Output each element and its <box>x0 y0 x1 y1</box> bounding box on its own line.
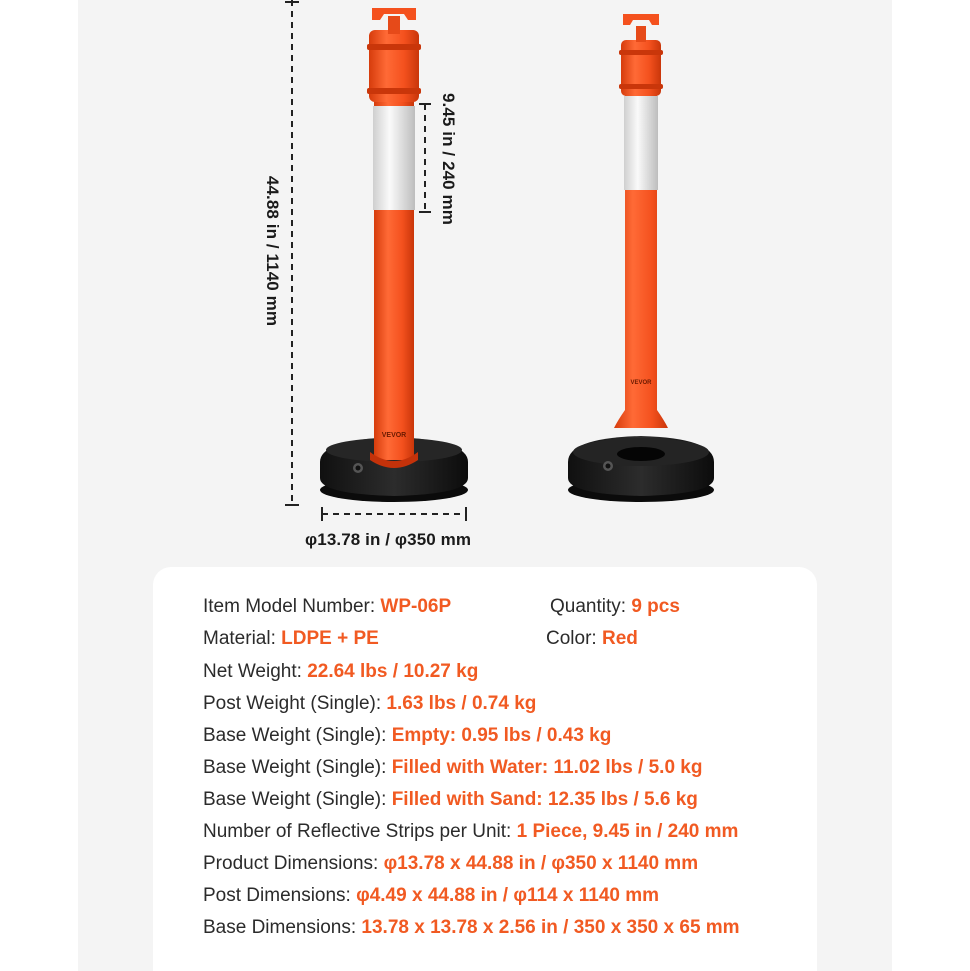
height-dimension-line <box>285 0 299 505</box>
spec-quantity: Quantity: 9 pcs <box>550 596 680 617</box>
spec-base-weight-water: Base Weight (Single): Filled with Water: 11.02 lbs / 5.0 kg <box>203 757 703 778</box>
spec-net-weight: Net Weight: 22.64 lbs / 10.27 kg <box>203 661 479 682</box>
spec-base-weight-empty: Base Weight (Single): Empty: 0.95 lbs / 0.43 kg <box>203 725 612 746</box>
brand-logo-left: VEVOR <box>381 432 407 439</box>
diameter-dimension-label: φ13.78 in / φ350 mm <box>305 530 472 549</box>
specifications-card <box>153 567 817 971</box>
disassembled-post <box>568 14 714 502</box>
spec-product-dimensions: Product Dimensions: φ13.78 x 44.88 in / φ350 x 1140 mm <box>203 853 699 874</box>
diameter-dimension-line <box>322 507 466 521</box>
spec-post-weight: Post Weight (Single): 1.63 lbs / 0.74 kg <box>203 693 537 714</box>
spec-material: Material: LDPE + PE <box>203 628 379 649</box>
height-dimension-label: 44.88 in / 1140 mm <box>263 175 282 327</box>
spec-model: Item Model Number: WP-06P <box>203 596 452 617</box>
strip-dimension-line <box>419 104 431 212</box>
brand-logo-right: VEVOR <box>630 380 652 386</box>
strip-dimension-label: 9.45 in / 240 mm <box>439 92 458 225</box>
assembled-post <box>320 8 468 502</box>
spec-color: Color: Red <box>546 628 638 649</box>
spec-reflective-strips: Number of Reflective Strips per Unit: 1 Piece, 9.45 in / 240 mm <box>203 821 739 842</box>
spec-post-dimensions: Post Dimensions: φ4.49 x 44.88 in / φ114 x 1140 mm <box>203 885 660 906</box>
spec-base-weight-sand: Base Weight (Single): Filled with Sand: 12.35 lbs / 5.6 kg <box>203 789 698 810</box>
spec-base-dimensions: Base Dimensions: 13.78 x 13.78 x 2.56 in / 350 x 350 x 65 mm <box>203 917 740 938</box>
